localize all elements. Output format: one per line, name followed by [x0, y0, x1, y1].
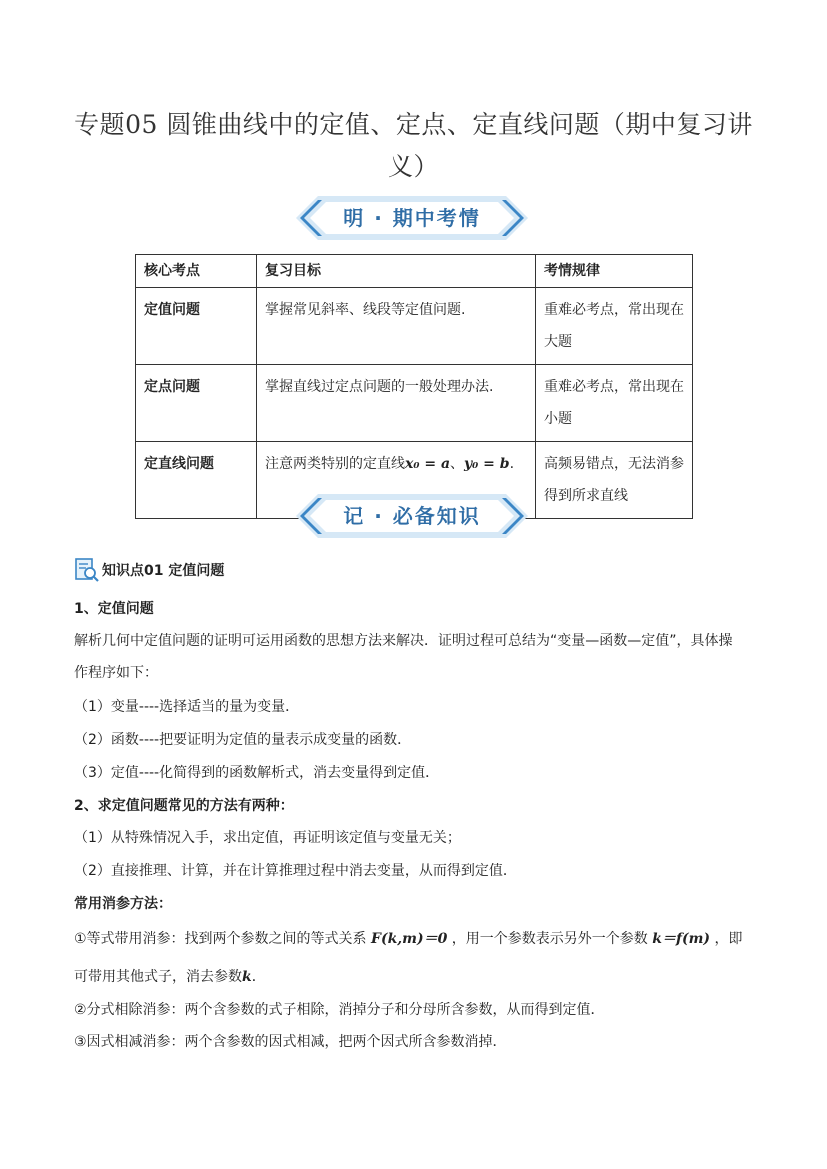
method-item-1 [74, 928, 764, 948]
table-header-row [136, 255, 693, 288]
header-core-topic: 核心考点 [136, 255, 257, 288]
page-title [60, 104, 767, 188]
math-expression: F(k,m)＝0 [371, 931, 448, 947]
method-heading: 常用消参方法： [74, 896, 172, 912]
section-heading: 2、求定值问题常见的方法有两种： [74, 798, 294, 814]
row-topic: 定点问题 [136, 365, 257, 442]
paragraph-line: 作程序如下： [74, 665, 158, 681]
exam-overview-table [135, 254, 693, 519]
table-row [136, 365, 693, 442]
row-goal: 掌握直线过定点问题的一般处理办法. [257, 365, 536, 442]
table-row [136, 288, 693, 365]
row-topic: 定值问题 [136, 288, 257, 365]
knowledge-point-title: 知识点01 定值问题 [102, 563, 225, 579]
row-topic: 定直线问题 [136, 442, 257, 519]
knowledge-point-heading [74, 556, 224, 584]
math-expression: k＝f(m) [652, 931, 711, 947]
pattern-line: 高频易错点，无法消参 [544, 456, 684, 472]
method-text: ①等式带用消参：找到两个参数之间的等式关系 [74, 931, 367, 947]
goal-suffix: . [509, 456, 515, 472]
row-goal: 掌握常见斜率、线段等定值问题. [257, 288, 536, 365]
math-expression: k [242, 969, 252, 985]
list-item: （2）直接推理、计算，并在计算推理过程中消去变量，从而得到定值． [74, 863, 517, 879]
method-text: 可带用其他式子，消去参数 [74, 969, 242, 985]
row-pattern [536, 365, 693, 442]
separator: 、 [450, 456, 465, 472]
document-search-icon [74, 557, 100, 583]
method-text: ，即 [714, 931, 743, 947]
list-item: （2）函数----把要证明为定值的量表示成变量的函数． [74, 732, 412, 748]
list-item: （3）定值----化简得到的函数解析式，消去变量得到定值． [74, 765, 440, 781]
section-heading: 1、定值问题 [74, 601, 154, 617]
list-item: （1）从特殊情况入手，求出定值，再证明该定值与变量无关； [74, 830, 461, 846]
method-item-1-continued [74, 966, 764, 986]
title-line-2: 义） [387, 152, 439, 181]
section-banner-exam [296, 196, 528, 240]
method-item-2: ②分式相除消参：两个含参数的式子相除，消掉分子和分母所含参数，从而得到定值． [74, 1002, 605, 1018]
math-expression: x₀ = a [405, 456, 451, 472]
pattern-line: 重难必考点，常出现在 [544, 379, 684, 395]
row-pattern [536, 288, 693, 365]
header-exam-pattern: 考情规律 [536, 255, 693, 288]
method-item-3: ③因式相减消参：两个含参数的因式相减，把两个因式所含参数消掉． [74, 1034, 507, 1050]
list-item: （1）变量----选择适当的量为变量． [74, 699, 300, 715]
banner-label: 明 · 期中考情 [343, 206, 481, 230]
section-banner-knowledge [296, 494, 528, 538]
pattern-line: 得到所求直线 [544, 488, 628, 504]
banner-label: 记 · 必备知识 [343, 504, 481, 528]
method-text: ． [251, 969, 266, 985]
paragraph-line: 解析几何中定值问题的证明可运用函数的思想方法来解决．证明过程可总结为“变量—函数—定值”，具体操 [74, 633, 733, 649]
method-text: ，用一个参数表示另外一个参数 [451, 931, 648, 947]
title-line-1: 专题05 圆锥曲线中的定值、定点、定直线问题（期中复习讲 [74, 110, 753, 139]
goal-text: 注意两类特别的定直线 [265, 456, 405, 472]
math-expression: y₀ = b [464, 456, 510, 472]
pattern-line: 重难必考点，常出现在 [544, 302, 684, 318]
row-pattern [536, 442, 693, 519]
pattern-line: 小题 [544, 411, 572, 427]
header-review-goal: 复习目标 [257, 255, 536, 288]
pattern-line: 大题 [544, 334, 572, 350]
